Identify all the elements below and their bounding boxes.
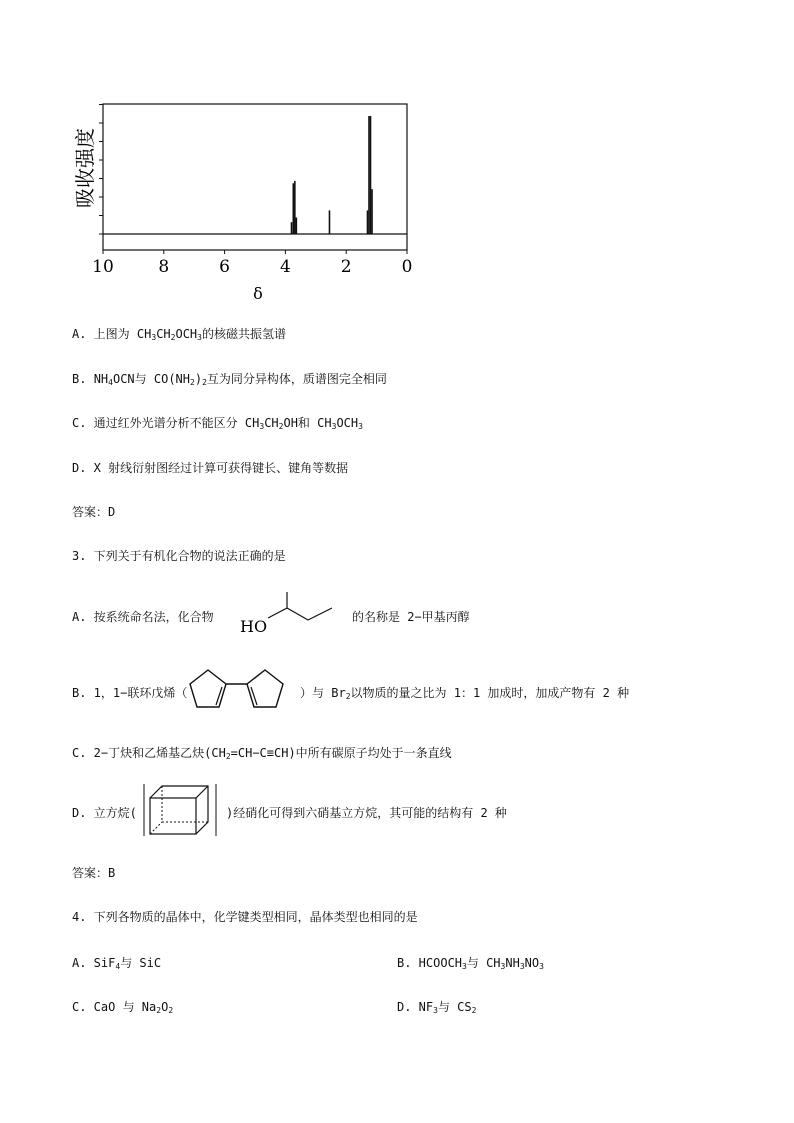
q4-option-b: B. $HCOOCH_3$与 $CH_3NH_3NO_3$ <box>397 956 544 971</box>
q4-option-a: A. SiF$_4$与 SiC <box>72 956 162 971</box>
x-tick-label: 4 <box>279 257 291 277</box>
x-tick-label: 10 <box>92 257 114 277</box>
q3-answer: 答案：B <box>72 866 116 880</box>
chart-xlabel: δ <box>253 284 263 303</box>
cubane-structure <box>140 780 220 840</box>
q2-answer: 答案：D <box>72 505 116 519</box>
q2-option-a: A. 上图为 $CH_3CH_2OCH_3$的核磁共振氢谱 <box>72 327 286 342</box>
q4-option-c: C. CaO 与 $Na_2O_2$ <box>72 1000 174 1015</box>
q4-stem: 4. 下列各物质的晶体中，化学键类型相同，晶体类型也相同的是 <box>72 910 418 924</box>
q3-option-d-prefix: D. 立方烷( <box>72 806 137 820</box>
q3-option-a-prefix: A. 按系统命名法，化合物 <box>72 610 214 624</box>
q3-option-a-suffix: 的名称是 2−甲基丙醇 <box>352 610 470 624</box>
q3-option-b-suffix: ）与 $Br_2$以物质的量之比为 1：1 加成时，加成产物有 2 种 <box>300 686 630 701</box>
q2-option-b: B. $NH_4OCN$与 $CO(NH_2)_2$互为同分异构体，质谱图完全相同 <box>72 372 387 387</box>
q2-option-d: D. X 射线衍射图经过计算可获得键长、键角等数据 <box>72 461 349 475</box>
q3-stem: 3. 下列关于有机化合物的说法正确的是 <box>72 549 286 563</box>
bicyclopentenyl-structure <box>178 664 296 718</box>
q3-option-c: C. 2−丁炔和乙烯基乙炔$(CH_2=CH-C\equiv CH)$中所有碳原子均处于一条直线 <box>72 746 452 761</box>
butanol-structure <box>238 588 338 638</box>
q3-option-d-suffix: )经硝化可得到六硝基立方烷，其可能的结构有 2 种 <box>226 806 507 820</box>
x-tick-label: 2 <box>340 257 352 277</box>
chart-frame <box>103 104 407 250</box>
x-tick-label: 8 <box>158 257 170 277</box>
ho-label: HO <box>240 617 268 636</box>
q2-option-c: C. 通过红外光谱分析不能区分 $CH_3CH_2OH$和 $CH_3OCH_3$ <box>72 416 363 431</box>
x-tick-label: 0 <box>401 257 413 277</box>
nmr-chart <box>60 96 430 306</box>
x-tick-label: 6 <box>219 257 231 277</box>
chart-ylabel: 吸收强度 <box>73 128 97 208</box>
q3-option-b-prefix: B. 1，1−联环戊烯（ <box>72 686 188 700</box>
q4-option-d: D. $NF_3$与 $CS_2$ <box>397 1000 477 1015</box>
